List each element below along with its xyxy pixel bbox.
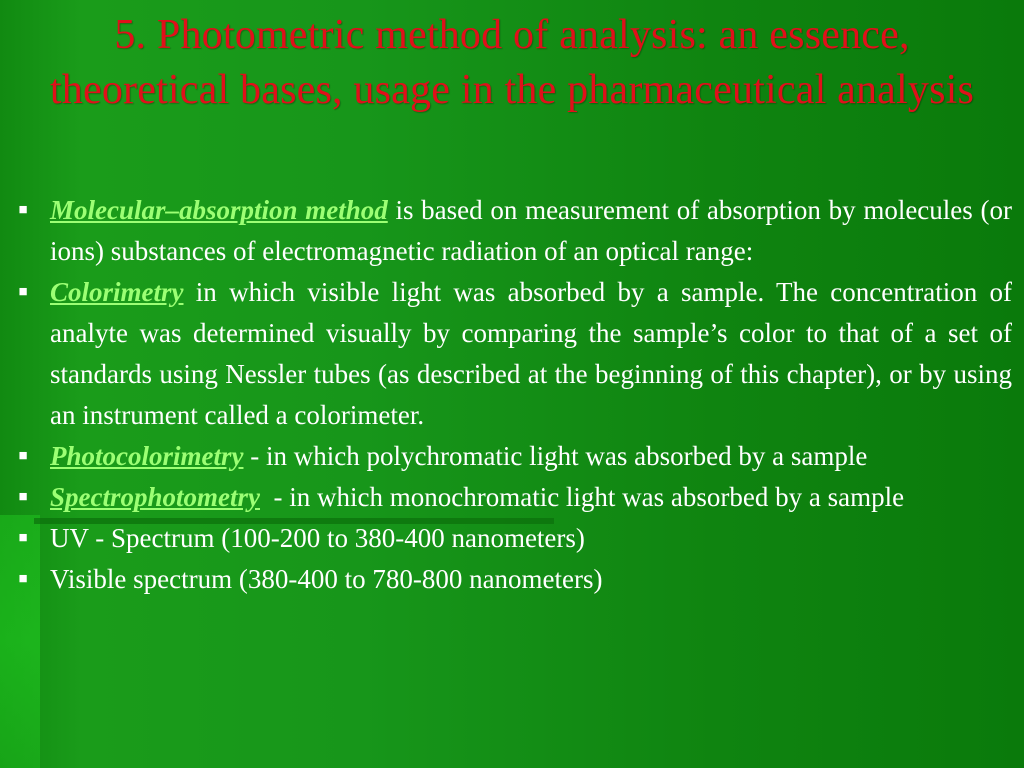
list-item xyxy=(14,518,1012,559)
list-item xyxy=(14,477,1012,518)
square-bullet-icon: ■ xyxy=(18,530,28,546)
bullet-text: - in which monochromatic light was absorbed by a sample xyxy=(260,482,905,512)
list-item xyxy=(14,436,1012,477)
list-item xyxy=(14,559,1012,600)
square-bullet-icon: ■ xyxy=(18,202,28,218)
slide-title: 5. Photometric method of analysis: an essence, theoretical bases, usage in the pharmaceutical analysis xyxy=(49,12,975,113)
bullet-list xyxy=(14,190,1012,600)
term-molecular-absorption: Molecular–absorption method xyxy=(50,195,388,225)
term-photocolorimetry: Photocolorimetry xyxy=(50,441,244,471)
list-item xyxy=(14,190,1012,272)
bullet-text: UV - Spectrum (100-200 to 380-400 nanometers) xyxy=(50,523,585,553)
bullet-text: Visible spectrum (380-400 to 780-800 nanometers) xyxy=(50,564,603,594)
square-bullet-icon: ■ xyxy=(18,448,28,464)
term-colorimetry: Colorimetry xyxy=(50,277,184,307)
bullet-text: - in which polychromatic light was absorbed by a sample xyxy=(243,441,868,471)
square-bullet-icon: ■ xyxy=(18,571,28,587)
square-bullet-icon: ■ xyxy=(18,284,28,300)
term-spectrophotometry: Spectrophotometry xyxy=(50,482,260,512)
list-item xyxy=(14,272,1012,436)
bullet-text: is based on measurement of absorption by molecules (or ions) substances of electromagnetic radiation of an optical range: xyxy=(50,195,1012,266)
square-bullet-icon: ■ xyxy=(18,489,28,505)
bullet-text: in which visible light was absorbed by a sample. The concentration of analyte was determined visually by comparing the sample’s color to that of a set of standards using Nessler tubes (as described at the beginning of this chapter), or by using an instrument called a colorimeter. xyxy=(50,277,1012,430)
